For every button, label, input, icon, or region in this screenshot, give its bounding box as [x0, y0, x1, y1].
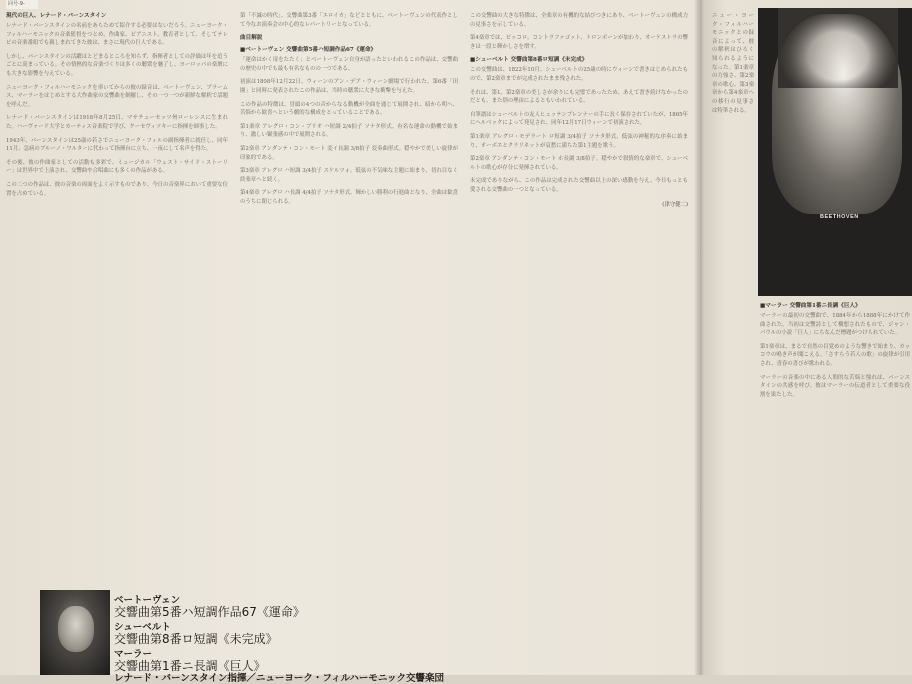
author-signature: (津守健二)	[662, 201, 688, 208]
paragraph: 1943年、バーンスタインは25歳の若さでニューヨーク・フィルの副指揮者に就任し、同年11月、急病のブルーノ・ワルターに代わって指揮台に立ち、一夜にして名声を得た。	[6, 137, 228, 153]
composer-mahler: マーラー	[114, 649, 153, 660]
paragraph: 第3楽章 アレグロ ハ短調 3/4拍子 スケルツォ。低弦の不気味な主題に始まり、切れ目なく終楽章へと続く。	[240, 168, 458, 183]
portrait-shading	[778, 8, 898, 88]
album-credit-block	[40, 590, 700, 684]
section-heading-mahler: ■マーラー 交響曲第1番ニ長調《巨人》	[760, 303, 861, 309]
paragraph: マーラーの最初の交響曲で、1884年から1888年にかけて作曲された。当初は交響詩として構想されたもので、ジャン・パウルの小説「巨人」にちなんだ標題がつけられていた。	[760, 313, 910, 337]
conductor-photo	[40, 590, 110, 675]
beethoven-portrait	[758, 8, 912, 296]
section-heading-schubert: ■シューベルト 交響曲第8番ロ短調《未完成》	[470, 57, 588, 64]
work-beethoven: 交響曲第5番ハ短調作品67《運命》	[114, 605, 305, 619]
paragraph: レナード・バーンスタインは1918年8月25日、マサチューセッツ州ローレンスに生まれた。ハーヴァード大学とカーティス音楽院で学び、クーセヴィツキーに指揮を師事した。	[6, 115, 228, 130]
paragraph: 第1楽章 アレグロ・モデラート ロ短調 3/4拍子 ソナタ形式。低弦の神秘的な序奏に始まり、オーボエとクラリネットが哀愁に満ちた第1主題を歌う。	[470, 133, 688, 149]
paragraph: 第2楽章 アンダンテ・コン・モート 変イ長調 3/8拍子 変奏曲形式。穏やかで美しい旋律が印象的である。	[240, 145, 458, 161]
paragraph: 第4楽章 アレグロ ハ長調 4/4拍子 ソナタ形式。輝かしい勝利の行進曲となり、全曲は歓喜のうちに閉じられる。	[240, 190, 458, 205]
paragraph: 第1楽章は、まるで自然の目覚めのような響きで始まり、カッコウの鳴き声が聞こえる。「さすらう若人の歌」の旋律が引用され、青春の喜びが歌われる。	[760, 343, 910, 367]
work-mahler: 交響曲第1番ニ長調《巨人》	[114, 659, 266, 673]
column-1-heading: 現代の巨人、レナード・バーンスタイン	[6, 13, 107, 19]
paragraph: 第「不滅の時代」、交響曲第3番「エロイカ」などとともに、ベートーヴェンの代表作として今なお演奏会の中心的なレパートリーとなっている。	[240, 13, 458, 28]
paragraph: 第2楽章 アンダンテ・コン・モート ホ長調 3/8拍子。穏やかで叙情的な楽章で、シューベルトの歌心が存分に発揮されている。	[470, 156, 688, 171]
performers: レナード・バーンスタイン指揮／ニューヨーク・フィルハーモニック交響楽団	[114, 673, 445, 684]
column-3	[470, 12, 688, 587]
paragraph: ニュー・ヨーク・フィルハーモニックとの録音によって、彼の解釈はひろく知られるようになった。第1楽章の力強さ、第2楽章の歌心、第3楽章から第4楽章への移行の見事さは特筆される。	[712, 13, 754, 114]
column-4	[712, 12, 754, 302]
paragraph: レナード・バーンスタインの名前をあらためて紹介する必要はないだろう。ニューヨーク・フィルハーモニックの音楽監督をつとめ、作曲家、ピアニスト、教育者として、そしてテレビの音楽番組でも親しまれてきた彼は、まさに現代の巨人である。	[6, 23, 228, 47]
column-4-lower	[760, 302, 910, 612]
paragraph: マーラーの音楽の中にある人間的な苦悩と憧れは、バーンスタインの共感を呼び、彼はマーラーの伝道者として重要な役割を果たした。	[760, 374, 910, 398]
paragraph: 未完成でありながら、この作品は完成された交響曲以上の深い感動を与え、今日もっとも愛される交響曲の一つとなっている。	[470, 178, 688, 193]
paragraph: それは、第1、第2楽章の美しさが余りにも完璧であったため、あえて書き続けなかったのだとも、また別の理由によるともいわれている。	[470, 89, 688, 105]
paragraph: 第4楽章では、ピッコロ、コントラファゴット、トロンボーンが加わり、オーケストラの響きは一段と輝かしさを増す。	[470, 35, 688, 50]
paragraph: この作品の特徴は、冒頭の4つの音からなる動機が全曲を通じて展開され、暗から明へ、苦悩から歓喜へという劇的な構成をとっていることである。	[240, 101, 458, 117]
section-heading-beethoven: ■ベートーヴェン 交響曲第5番ハ短調作品67《運命》	[240, 47, 377, 54]
paragraph: 初演は1808年12月22日、ウィーンのアン・デア・ウィーン劇場で行われた。第6番「田園」と同時に発表されたこの作品は、当時の聴衆に大きな衝撃を与えた。	[240, 79, 458, 94]
paragraph: この二つの作品は、彼の音楽の両面をよく示すものであり、今日の音楽界において重要な位置を占めている。	[6, 181, 228, 197]
composer-beethoven: ベートーヴェン	[114, 595, 181, 606]
paragraph: その後、彼の作曲家としての活動も多彩で、ミュージカル「ウェスト・サイド・ストーリー」は世界中で上演され、交響曲や合唱曲にも多くの作品がある。	[6, 159, 228, 175]
paragraph: ニューヨーク・フィルハーモニックを率いてからの彼の録音は、ベートーヴェン、ブラームス、マーラーをはじめとする大作曲家の交響曲を網羅し、その一つ一つが新鮮な解釈で話題を呼んだ。	[6, 84, 228, 108]
conductor-face	[58, 606, 94, 652]
work-schubert: 交響曲第8番ロ短調《未完成》	[114, 632, 278, 646]
paragraph: 自筆譜はシューベルトの友人ヒュッテンブレンナーの手に長く保存されていたが、1865年にヘルベックによって発見され、同年12月17日ウィーンで初演された。	[470, 111, 688, 127]
page-fold	[694, 0, 704, 675]
section-label: 曲目解説	[240, 35, 263, 42]
paragraph: しかし、バーンスタインの活躍はとどまるところを知らず、指揮者としての評価は年を追うごとに高まっている。その情熱的な音楽づくりは多くの聴衆を魅了し、ヨーロッパの楽壇にも大きな影響を与えている。	[6, 53, 228, 77]
sticker-label: 回号-9-	[6, 0, 38, 9]
portrait-caption: BEETHOVEN	[820, 214, 859, 220]
paragraph: この交響曲の大きな特徴は、全楽章の有機的な結びつきにあり、ベートーヴェンの構成力の見事さを示している。	[470, 13, 688, 28]
paragraph: この交響曲は、1822年10月、シューベルトの25歳の時にウィーンで書きはじめられたもので、第2楽章までが完成されたまま残された。	[470, 67, 688, 82]
paragraph: 第1楽章 アレグロ・コン・ブリオ ハ短調 2/4拍子 ソナタ形式。有名な運命の動機で始まり、激しい緊張感の中で展開される。	[240, 123, 458, 139]
column-2	[240, 12, 458, 587]
column-1	[6, 12, 228, 587]
paragraph: 「運命はかく扉をたたく」とベートーヴェン自身が語ったといわれるこの作品は、交響曲の歴史の中でも最も有名なものの一つである。	[240, 57, 458, 72]
composer-schubert: シューベルト	[114, 622, 171, 633]
